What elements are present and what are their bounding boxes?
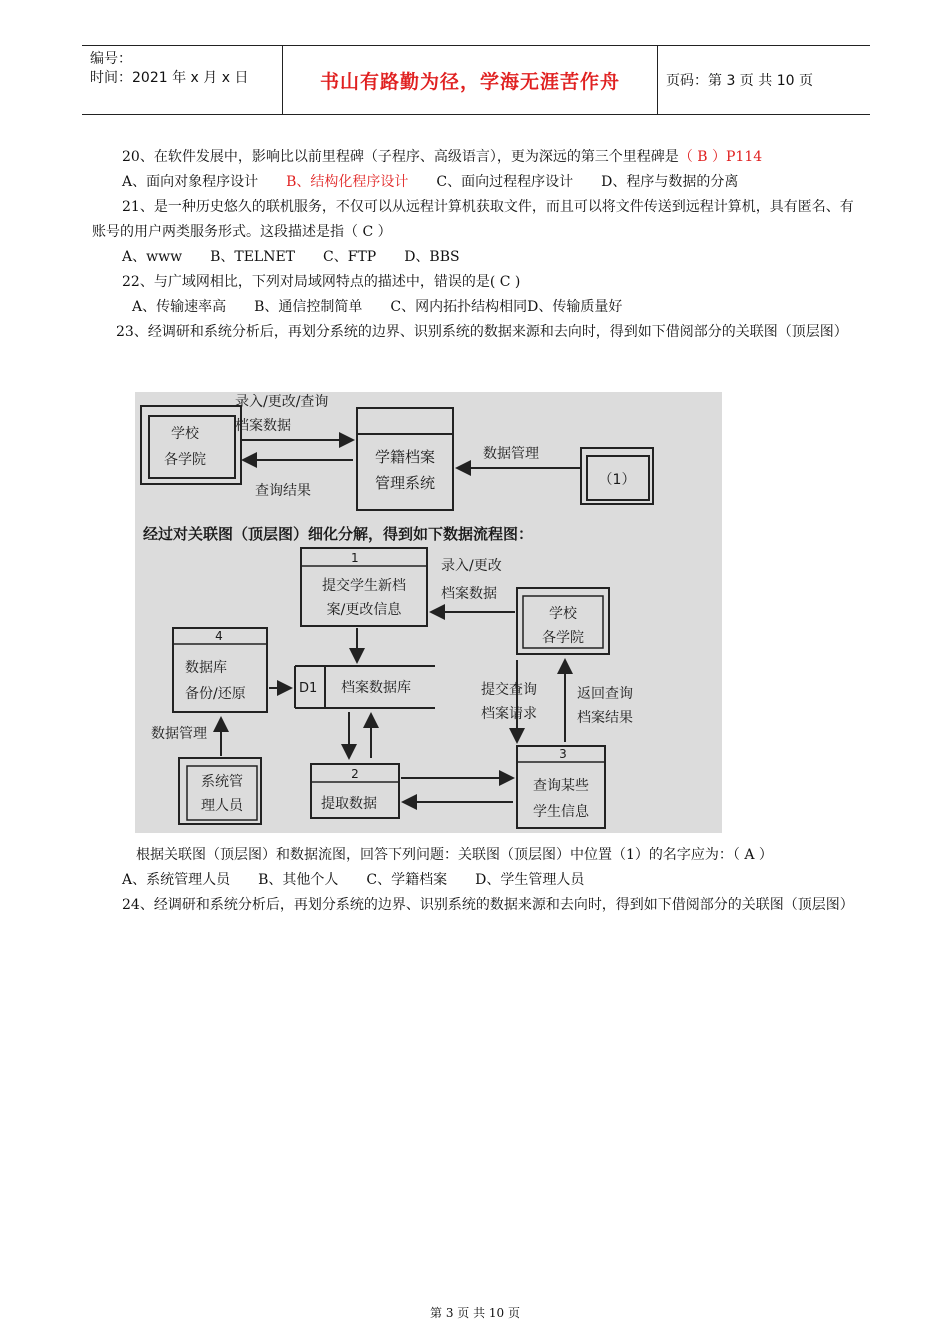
header-meta — [82, 46, 282, 114]
header-time-label: 时间：2021 年 x 月 x 日 — [90, 70, 249, 86]
q23-text: 23、经调研和系统分析后，再划分系统的边界、识别系统的数据来源和去向时，得到如下借阅部分的关联图（顶层图） — [116, 324, 848, 340]
flow-submit-label-1: 提交查询 — [481, 682, 537, 698]
question-block-after — [92, 843, 862, 918]
process-1-label-2: 案/更改信息 — [326, 602, 402, 618]
q22-options — [92, 295, 862, 320]
q20-options — [92, 170, 862, 195]
process-1 — [301, 548, 427, 626]
process-3 — [517, 746, 605, 828]
process-2-label: 提取数据 — [321, 796, 377, 812]
process-4 — [173, 628, 267, 712]
diagram-svg — [135, 392, 722, 833]
q20-text — [92, 145, 862, 170]
flow-entry-label-1: 录入/更改 — [441, 558, 502, 574]
q21-option-a: A、www — [122, 249, 183, 265]
q22-option-a: A、传输速率高 — [132, 299, 227, 315]
process-2 — [311, 764, 399, 818]
process-1-label-1: 提交学生新档 — [322, 578, 406, 594]
q20-option-a: A、面向对象程序设计 — [122, 174, 259, 190]
ext-admin-label-2: 理人员 — [201, 798, 243, 814]
header-motto: 书山有路勤为径，学海无涯苦作舟 — [319, 70, 620, 93]
ext-admin-label-1: 系统管 — [201, 774, 243, 790]
q23-option-c: C、学籍档案 — [366, 872, 448, 888]
question-block — [92, 145, 862, 345]
q21-options — [92, 245, 862, 270]
ext-school-label-2: 各学院 — [542, 630, 584, 646]
header-motto-cell — [282, 46, 658, 114]
q20-option-b: B、结构化程序设计 — [286, 174, 409, 190]
ext-admin-entity — [179, 758, 261, 824]
q21-text: 21、是一种历史悠久的联机服务，不仅可以从远程计算机获取文件，而且可以将文件传送到远程计算机，具有匿名、有账号的用户两类服务形式。这段描述是指（ C ） — [92, 199, 854, 240]
flow-data-mgmt-label: 数据管理 — [151, 726, 207, 742]
data-store-d1 — [295, 666, 435, 708]
header-page-code: 页码：第 3 页 共 10 页 — [666, 73, 813, 89]
header-number-label: 编号： — [90, 51, 132, 67]
process-4-label-2: 备份/还原 — [185, 686, 246, 702]
process-4-number: 4 — [215, 629, 223, 643]
flow-return-label-2: 档案结果 — [577, 710, 633, 726]
process-3-number: 3 — [559, 747, 567, 761]
q22-option-c: C、网内拓扑结构相同 — [390, 299, 528, 315]
flow-entry-label-2: 档案数据 — [441, 586, 497, 602]
diagram-caption: 经过对关联图（顶层图）细化分解，得到如下数据流程图： — [143, 525, 534, 543]
q23-option-d: D、学生管理人员 — [475, 872, 585, 888]
q24-text: 24、经调研和系统分析后，再划分系统的边界、识别系统的数据来源和去向时，得到如下借阅部分的关联图（顶层图） — [122, 897, 854, 913]
top-system-label-1: 学籍档案 — [374, 448, 436, 466]
top-school-label-2: 各学院 — [164, 452, 206, 468]
top-flow-in-label-1: 录入/更改/查询 — [235, 394, 329, 410]
top-school-entity — [141, 406, 241, 484]
q20-option-c: C、面向过程程序设计 — [436, 174, 574, 190]
top-flow-out-label: 查询结果 — [255, 483, 311, 499]
q23-option-a: A、系统管理人员 — [122, 872, 231, 888]
data-store-name: 档案数据库 — [341, 680, 411, 696]
q20-answer: （ B ）P114 — [678, 149, 763, 165]
q20-stem: 20、在软件发展中，影响比以前里程碑（子程序、高级语言），更为深远的第三个里程碑是 — [122, 149, 679, 165]
q20-option-d: D、程序与数据的分离 — [601, 174, 739, 190]
top-system-process — [357, 408, 453, 510]
q22-text: 22、与广域网相比，下列对局域网特点的描述中，错误的是( C ) — [122, 274, 521, 290]
process-1-number: 1 — [351, 551, 359, 565]
q21-option-b: B、TELNET — [210, 249, 296, 265]
process-3-label-2: 学生信息 — [533, 804, 589, 820]
ext-school-label-1: 学校 — [549, 606, 577, 622]
q21-option-d: D、BBS — [404, 249, 460, 265]
data-flow-diagram — [135, 392, 722, 833]
header-page-code-cell — [656, 46, 870, 114]
q23-followup: 根据关联图（顶层图）和数据流图，回答下列问题：关联图（顶层图）中位置（1）的名字应为：（ A ） — [136, 847, 773, 863]
flow-submit-label-2: 档案请求 — [481, 706, 537, 722]
q23-option-b: B、其他个人 — [258, 872, 339, 888]
q22-option-b: B、通信控制简单 — [254, 299, 363, 315]
top-unknown-entity — [581, 448, 653, 504]
top-flow-in-label-2: 档案数据 — [235, 418, 291, 434]
top-system-label-2: 管理系统 — [374, 474, 436, 492]
page-header — [82, 45, 870, 115]
flow-return-label-1: 返回查询 — [577, 686, 633, 702]
process-2-number: 2 — [351, 767, 359, 781]
top-unknown-label: （1） — [598, 472, 636, 488]
q22-option-d: D、传输质量好 — [527, 299, 623, 315]
data-store-id: D1 — [299, 681, 318, 696]
process-3-label-1: 查询某些 — [533, 778, 589, 794]
top-school-label-1: 学校 — [171, 426, 199, 442]
ext-school-entity — [517, 588, 609, 654]
page-footer: 第 3 页 共 10 页 — [430, 1306, 520, 1320]
q23-options — [92, 868, 862, 893]
q21-option-c: C、FTP — [323, 249, 377, 265]
top-mgmt-label: 数据管理 — [483, 446, 539, 462]
process-4-label-1: 数据库 — [185, 660, 227, 676]
